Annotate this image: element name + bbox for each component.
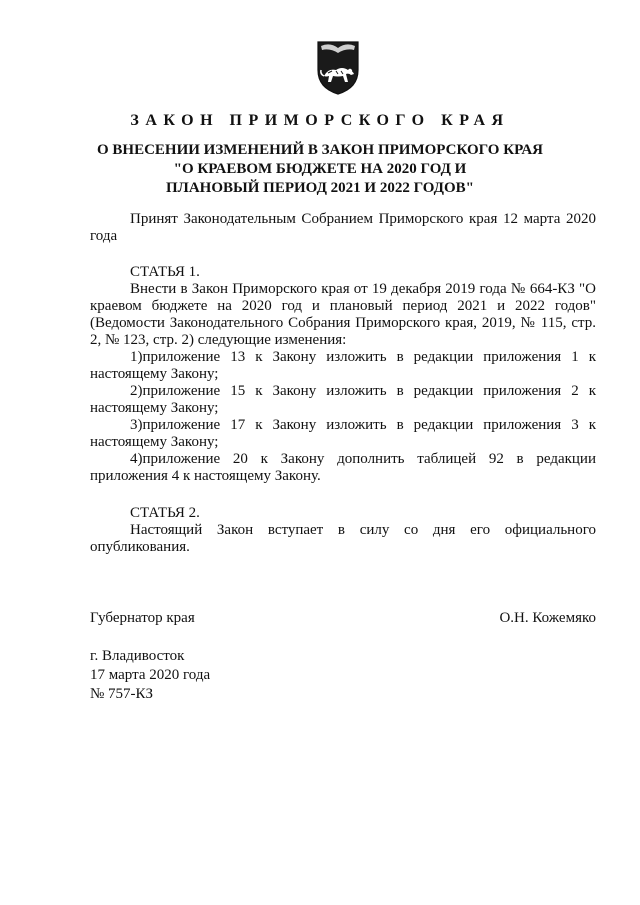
- signatory-position: Губернатор края: [90, 610, 195, 626]
- law-subject: [0, 141, 640, 198]
- article-2-text: Настоящий Закон вступает в силу со дня его официального опубликования.: [90, 522, 596, 555]
- article-2: [90, 505, 596, 556]
- article-1-intro: Внести в Закон Приморского края от 19 декабря 2019 года № 664-КЗ "О краевом бюджете на 2020 год и плановый период 2021 и 2022 годов" (Ведомости Законодательного Собрания Приморского края, 2019, № 115, стр. 2, № 123, стр. 2) следующие изменения:: [90, 281, 596, 348]
- article-1-item: 2)приложение 15 к Закону изложить в редакции приложения 2 к настоящему Закону;: [90, 383, 596, 416]
- subject-line: О ВНЕСЕНИИ ИЗМЕНЕНИЙ В ЗАКОН ПРИМОРСКОГО КРАЯ: [97, 142, 543, 158]
- adoption-note: [90, 211, 596, 245]
- subject-line: ПЛАНОВЫЙ ПЕРИОД 2021 И 2022 ГОДОВ": [166, 180, 474, 196]
- article-1-item: 3)приложение 17 к Закону изложить в редакции приложения 3 к настоящему Закону;: [90, 417, 596, 450]
- adoption-text: Принят Законодательным Собранием Приморского края 12 марта 2020 года: [90, 211, 596, 244]
- issue-date: 17 марта 2020 года: [90, 667, 211, 683]
- coat-of-arms-icon: [316, 40, 360, 96]
- issue-place: г. Владивосток: [90, 648, 185, 664]
- signatory-name: О.Н. Кожемяко: [499, 610, 596, 626]
- issue-details: [90, 647, 210, 704]
- law-title: ЗАКОН ПРИМОРСКОГО КРАЯ: [130, 112, 510, 129]
- article-1-heading: СТАТЬЯ 1.: [130, 264, 200, 280]
- article-2-heading: СТАТЬЯ 2.: [130, 505, 200, 521]
- article-1-item: 4)приложение 20 к Закону дополнить таблицей 92 в редакции приложения 4 к настоящему Закону.: [90, 451, 596, 484]
- law-number: № 757-КЗ: [90, 686, 154, 702]
- subject-line: "О КРАЕВОМ БЮДЖЕТЕ НА 2020 ГОД И: [173, 161, 467, 177]
- article-1-item: 1)приложение 13 к Закону изложить в редакции приложения 1 к настоящему Закону;: [90, 349, 596, 382]
- article-1: [90, 264, 596, 485]
